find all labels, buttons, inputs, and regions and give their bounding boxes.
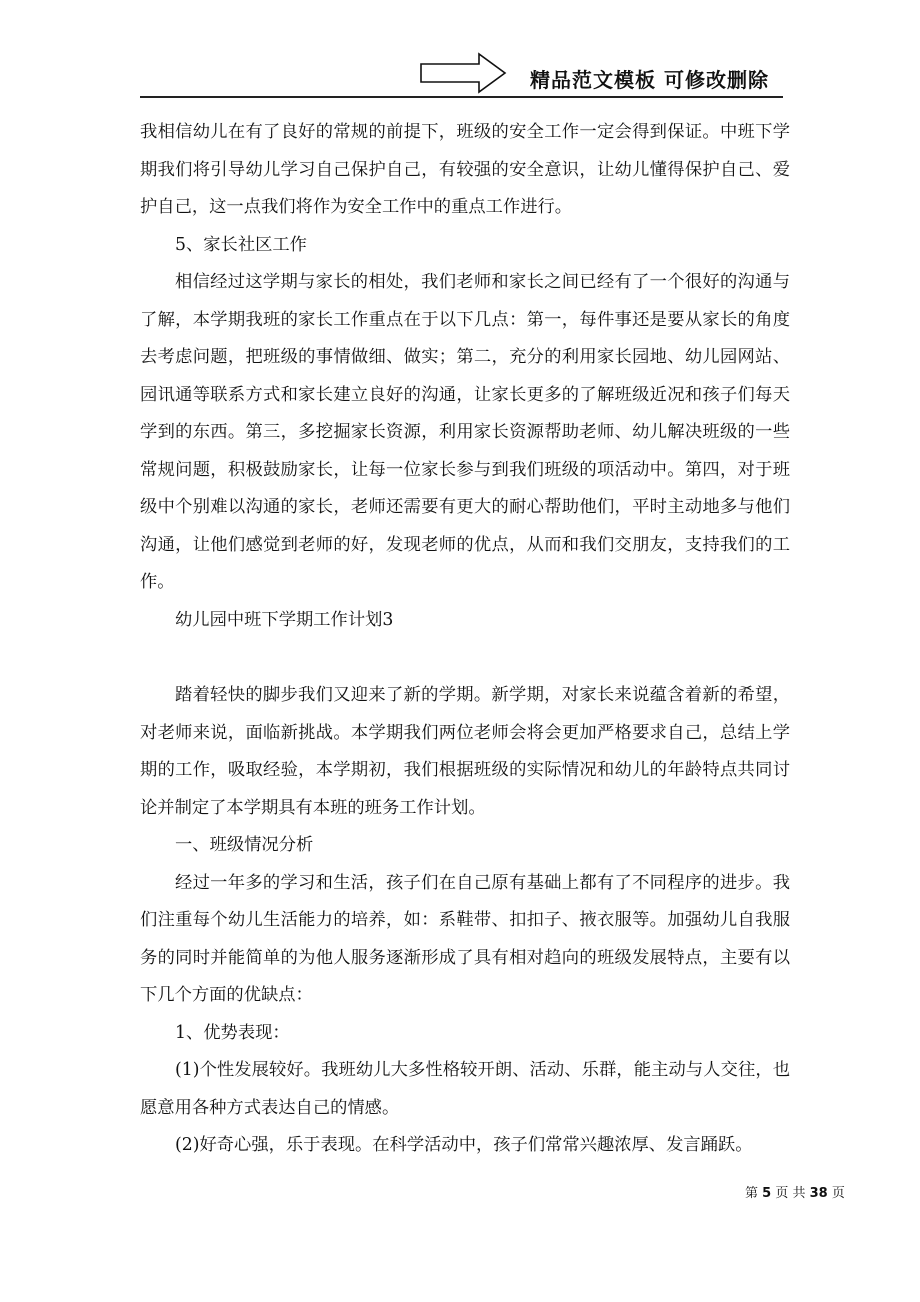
- footer-suffix: 页: [831, 1186, 845, 1201]
- subheading-strengths: 1、优势表现：: [175, 1022, 290, 1043]
- document-body: [140, 114, 790, 1165]
- footer-middle: 页 共: [775, 1186, 806, 1201]
- paragraph-intro: 踏着轻快的脚步我们又迎来了新的学期。新学期，对家长来说蕴含着新的希望，对老师来说，面临新挑战。本学期我们两位老师会将会更加严格要求自己，总结上学期的工作，吸取经验，本学期初，我们根据班级的实际情况和幼儿的年龄特点共同讨论并制定了本学期具有本班的班务工作计划。: [140, 685, 790, 818]
- arrow-right-icon: [419, 52, 509, 94]
- paragraph-parents: 相信经过这学期与家长的相处，我们老师和家长之间已经有了一个很好的沟通与了解，本学期我班的家长工作重点在于以下几点：第一，每件事还是要从家长的角度去考虑问题，把班级的事情做细、做实；第二，充分的利用家长园地、幼儿园网站、园讯通等联系方式和家长建立良好的沟通，让家长更多的了解班级近况和孩子们每天学到的东西。第三，多挖掘家长资源，利用家长资源帮助老师、幼儿解决班级的一些常规问题，积极鼓励家长，让每一位家长参与到我们班级的项活动中。第四，对于班级中个别难以沟通的家长，老师还需要有更大的耐心帮助他们，平时主动地多与他们沟通，让他们感觉到老师的好，发现老师的优点，从而和我们交朋友，支持我们的工作。: [140, 272, 790, 592]
- section-heading-analysis: 一、班级情况分析: [175, 835, 314, 855]
- header-divider: [140, 96, 783, 98]
- page-header: [0, 0, 920, 100]
- blank-line: [140, 639, 790, 677]
- header-title: 精品范文模板 可修改删除: [530, 68, 769, 92]
- paragraph-safety: 我相信幼儿在有了良好的常规的前提下，班级的安全工作一定会得到保证。中班下学期我们将引导幼儿学习自己保护自己，有较强的安全意识，让幼儿懂得保护自己、爱护自己，这一点我们将作为安全工作中的重点工作进行。: [140, 122, 790, 217]
- current-page-number: 5: [762, 1186, 772, 1201]
- total-page-count: 38: [809, 1186, 828, 1201]
- document-subtitle: 幼儿园中班下学期工作计划3: [175, 609, 394, 630]
- paragraph-strength-1: (1)个性发展较好。我班幼儿大多性格较开朗、活动、乐群，能主动与人交往，也愿意用各种方式表达自己的情感。: [140, 1060, 790, 1118]
- paragraph-analysis: 经过一年多的学习和生活，孩子们在自己原有基础上都有了不同程序的进步。我们注重每个幼儿生活能力的培养，如：系鞋带、扣扣子、掖衣服等。加强幼儿自我服务的同时并能简单的为他人服务逐渐形成了具有相对趋向的班级发展特点，主要有以下几个方面的优缺点：: [140, 872, 790, 1005]
- paragraph-strength-2: (2)好奇心强，乐于表现。在科学活动中，孩子们常常兴趣浓厚、发言踊跃。: [175, 1135, 753, 1155]
- section-heading-parents: 5、家长社区工作: [175, 234, 307, 255]
- page-number-footer: [745, 1182, 845, 1201]
- footer-prefix: 第: [745, 1186, 759, 1201]
